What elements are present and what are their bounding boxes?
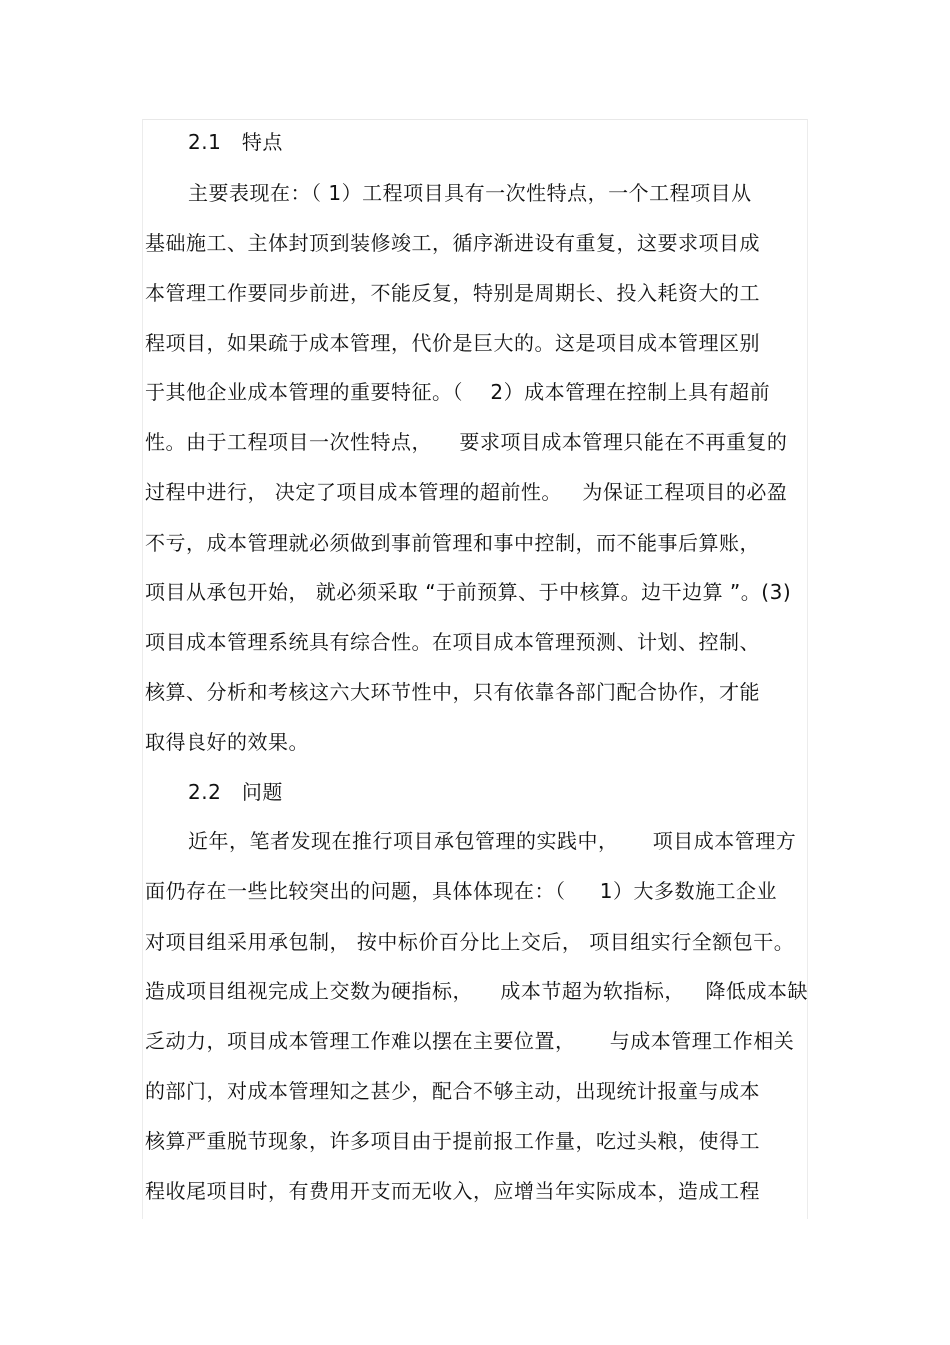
- paragraph-line: 性。由于工程项目一次性特点， 要求项目成本管理只能在不再重复的: [145, 430, 788, 454]
- paragraph-line: 本管理工作要同步前进，不能反复，特别是周期长、投入耗资大的工: [145, 281, 760, 305]
- paragraph-line: 乏动力，项目成本管理工作难以摆在主要位置， 与成本管理工作相关: [145, 1029, 795, 1053]
- section-heading-2-1: 2.1 特点: [188, 130, 283, 154]
- paragraph-line: 不亏，成本管理就必须做到事前管理和事中控制，而不能事后算账，: [145, 531, 760, 555]
- paragraph-line: 核算、分析和考核这六大环节性中，只有依靠各部门配合协作，才能: [145, 680, 760, 704]
- paragraph-line: 核算严重脱节现象，许多项目由于提前报工作量，吃过头粮，使得工: [145, 1129, 760, 1153]
- paragraph-line: 取得良好的效果。: [145, 730, 309, 754]
- paragraph-line: 的部门，对成本管理知之甚少，配合不够主动，出现统计报童与成本: [145, 1079, 760, 1103]
- paragraph-line: 对项目组采用承包制， 按中标价百分比上交后， 项目组实行全额包干。: [145, 930, 795, 954]
- paragraph-line: 程收尾项目时，有费用开支而无收入，应增当年实际成本，造成工程: [145, 1179, 760, 1203]
- paragraph-line: 项目从承包开始， 就必须采取 “于前预算、于中核算。边干边算 ”。(3): [145, 580, 792, 604]
- paragraph-line: 过程中进行， 决定了项目成本管理的超前性。 为保证工程项目的必盈: [145, 480, 788, 504]
- paragraph-line: 程项目，如果疏于成本管理，代价是巨大的。这是项目成本管理区别: [145, 331, 760, 355]
- section-heading-2-2: 2.2 问题: [188, 780, 283, 804]
- paragraph-line: 于其他企业成本管理的重要特征。（ 2）成本管理在控制上具有超前: [145, 380, 771, 404]
- paragraph-line: 主要表现在：（ 1）工程项目具有一次性特点，一个工程项目从: [188, 181, 752, 205]
- paragraph-line: 面仍存在一些比较突出的问题，具体体现在：（ 1）大多数施工企业: [145, 879, 778, 903]
- paragraph-line: 近年，笔者发现在推行项目承包管理的实践中， 项目成本管理方: [188, 829, 797, 853]
- paragraph-line: 造成项目组视完成上交数为硬指标， 成本节超为软指标， 降低成本缺: [145, 979, 809, 1003]
- paragraph-line: 基础施工、主体封顶到装修竣工，循序渐进设有重复，这要求项目成: [145, 231, 760, 255]
- paragraph-line: 项目成本管理系统具有综合性。在项目成本管理预测、计划、控制、: [145, 630, 760, 654]
